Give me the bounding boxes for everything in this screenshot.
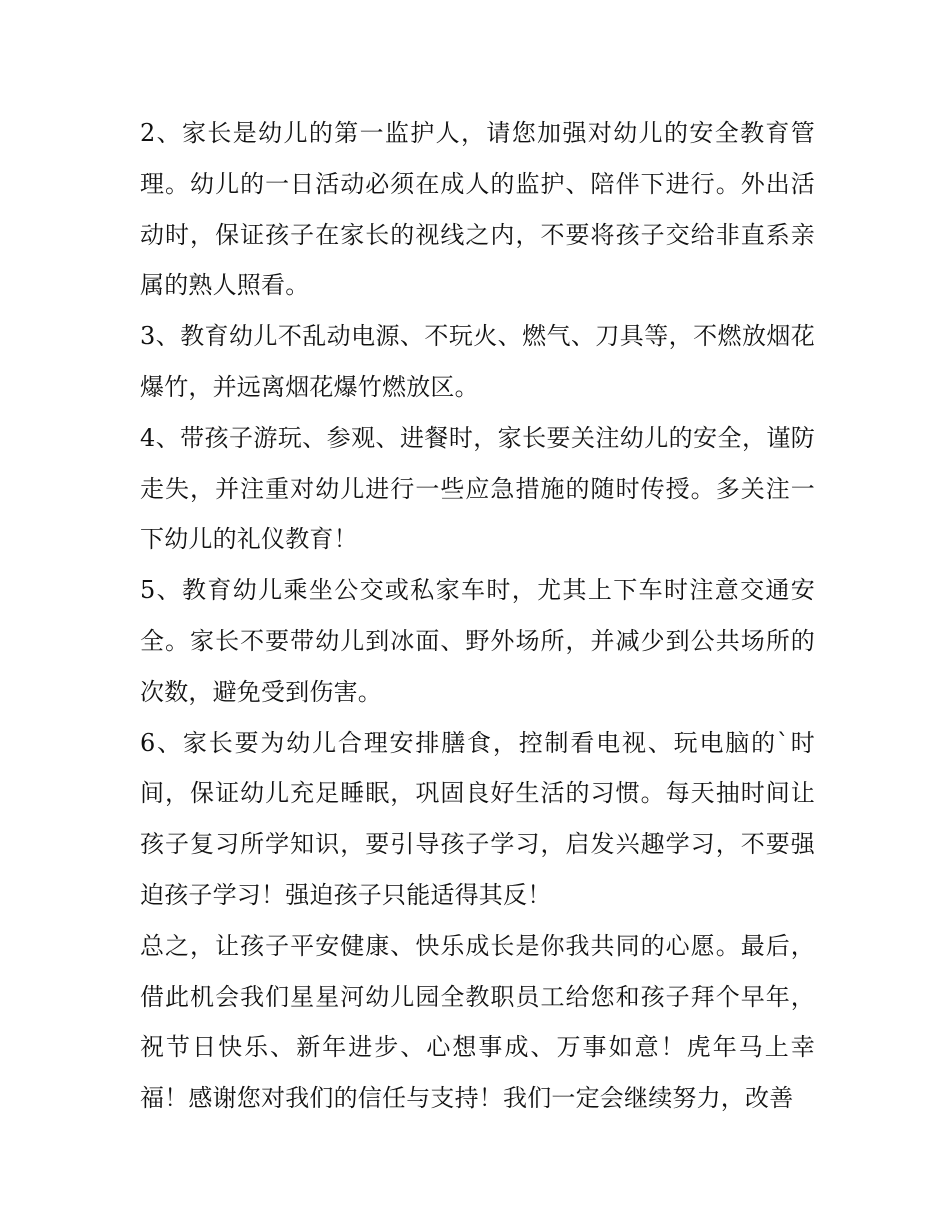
paragraph-daily-routine: 6、家长要为幼儿合理安排膳食，控制看电视、玩电脑的`时间，保证幼儿充足睡眠，巩固良好生活的习惯。每天抽时间让孩子复习所学知识，要引导孩子学习，启发兴趣学习，不要强迫孩子学习！强迫孩子只能适得其反！ xyxy=(140,728,815,909)
paragraph-outing-safety: 4、带孩子游玩、参观、进餐时，家长要关注幼儿的安全，谨防走失，并注重对幼儿进行一些应急措施的随时传授。多关注一下幼儿的礼仪教育！ xyxy=(140,423,815,554)
paragraph-closing: 总之，让孩子平安健康、快乐成长是你我共同的心愿。最后，借此机会我们星星河幼儿园全教职员工给您和孩子拜个早年，祝节日快乐、新年进步、心想事成、万事如意！虎年马上幸福！感谢您对我们的信任与支持！我们一定会继续努力，改善 xyxy=(140,931,815,1113)
paragraph-fire-safety: 3、教育幼儿不乱动电源、不玩火、燃气、刀具等，不燃放烟花爆竹，并远离烟花爆竹燃放区。 xyxy=(140,322,815,401)
paragraph-safety-supervision: 2、家长是幼儿的第一监护人，请您加强对幼儿的安全教育管理。幼儿的一日活动必须在成人的监护、陪伴下进行。外出活动时，保证孩子在家长的视线之内，不要将孩子交给非直系亲属的熟人照看。 xyxy=(140,119,815,300)
document-body xyxy=(140,108,815,1124)
paragraph-traffic-safety: 5、教育幼儿乘坐公交或私家车时，尤其上下车时注意交通安全。家长不要带幼儿到冰面、野外场所，并减少到公共场所的次数，避免受到伤害。 xyxy=(140,576,815,706)
